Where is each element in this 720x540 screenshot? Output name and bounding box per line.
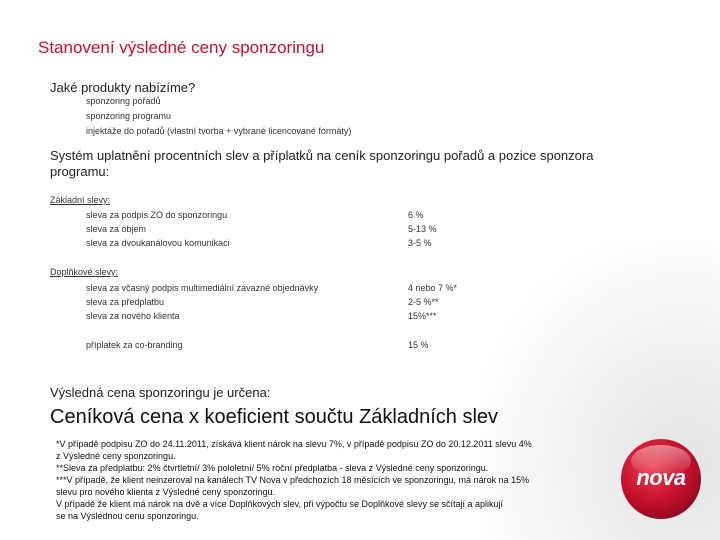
footnote-line: z Výsledné ceny sponzoringu. bbox=[56, 451, 176, 461]
basic-discount-label: sleva za podpis ZO do sponzoringu bbox=[86, 210, 228, 220]
result-formula: Ceníková cena x koeficient součtu Základních slev bbox=[50, 406, 499, 428]
extra-discount-value: 15%*** bbox=[408, 311, 437, 321]
basic-discount-value: 6 % bbox=[408, 210, 424, 220]
extra-discounts-heading: Doplňkové slevy: bbox=[50, 267, 119, 277]
product-item: injektáže do pořadů (vlastní tvorba + vybrané licencované formáty) bbox=[86, 126, 352, 136]
basic-discounts-heading: Základní slevy: bbox=[50, 195, 111, 205]
footnote-line: **Sleva za předplatbu: 2% čtvrtletní/ 3% pololetní/ 5% roční předplatba - sleva z Výsledné ceny sponzoringu. bbox=[56, 463, 489, 473]
basic-discount-value: 5-13 % bbox=[408, 224, 437, 234]
system-heading-line1: Systém uplatnění procentních slev a příplatků na ceník sponzoringu pořadů a pozice sponzora bbox=[50, 148, 594, 163]
basic-discount-label: sleva za objem bbox=[86, 224, 147, 234]
extra-discount-value: 4 nebo 7 %* bbox=[408, 283, 458, 293]
logo-text: nova bbox=[636, 465, 686, 490]
result-heading: Výsledná cena sponzoringu je určena: bbox=[50, 385, 271, 400]
products-heading: Jaké produkty nabízíme? bbox=[50, 80, 196, 95]
basic-discount-value: 3-5 % bbox=[408, 238, 432, 248]
product-item: sponzoring programu bbox=[86, 111, 172, 121]
system-heading-line2: programu: bbox=[50, 164, 110, 179]
basic-discount-label: sleva za dvoukanálovou komunikaci bbox=[86, 238, 230, 248]
nova-logo bbox=[619, 437, 703, 521]
extra-discount-label: sleva za nového klienta bbox=[86, 311, 180, 321]
footnote-line: slevu pro nového klienta z Výsledné ceny sponzoringu. bbox=[56, 487, 276, 497]
extra-discount-label: sleva za předplatbu bbox=[86, 297, 165, 307]
extra-discount-label: sleva za včasný podpis multimediální závazné objednávky bbox=[86, 283, 319, 293]
footnote-line: se na Výslednou cenu sponzoringu. bbox=[56, 511, 199, 521]
surcharge-value: 15 % bbox=[408, 340, 429, 350]
footnote-line: *V případě podpisu ZO do 24.11.2011, získává klient nárok na slevu 7%, v případě podpisu ZO do 20.12.2011 slevu 4% bbox=[56, 439, 532, 449]
page-title: Stanovení výsledné ceny sponzoringu bbox=[38, 38, 325, 57]
surcharge-label: příplatek za co-branding bbox=[86, 340, 183, 350]
extra-discount-value: 2-5 %** bbox=[408, 297, 439, 307]
product-item: sponzoring pořadů bbox=[86, 96, 161, 106]
footnote-line: V případě že klient má nárok na dvě a více Doplňkových slev, při výpočtu se Doplňkové slevy se sčítají a aplikují bbox=[56, 499, 504, 509]
footnote-line: ***V případě, že klient neinzeroval na kanálech TV Nova v předchozích 18 měsících ve sponzoringu, má nárok na 15% bbox=[56, 475, 530, 485]
